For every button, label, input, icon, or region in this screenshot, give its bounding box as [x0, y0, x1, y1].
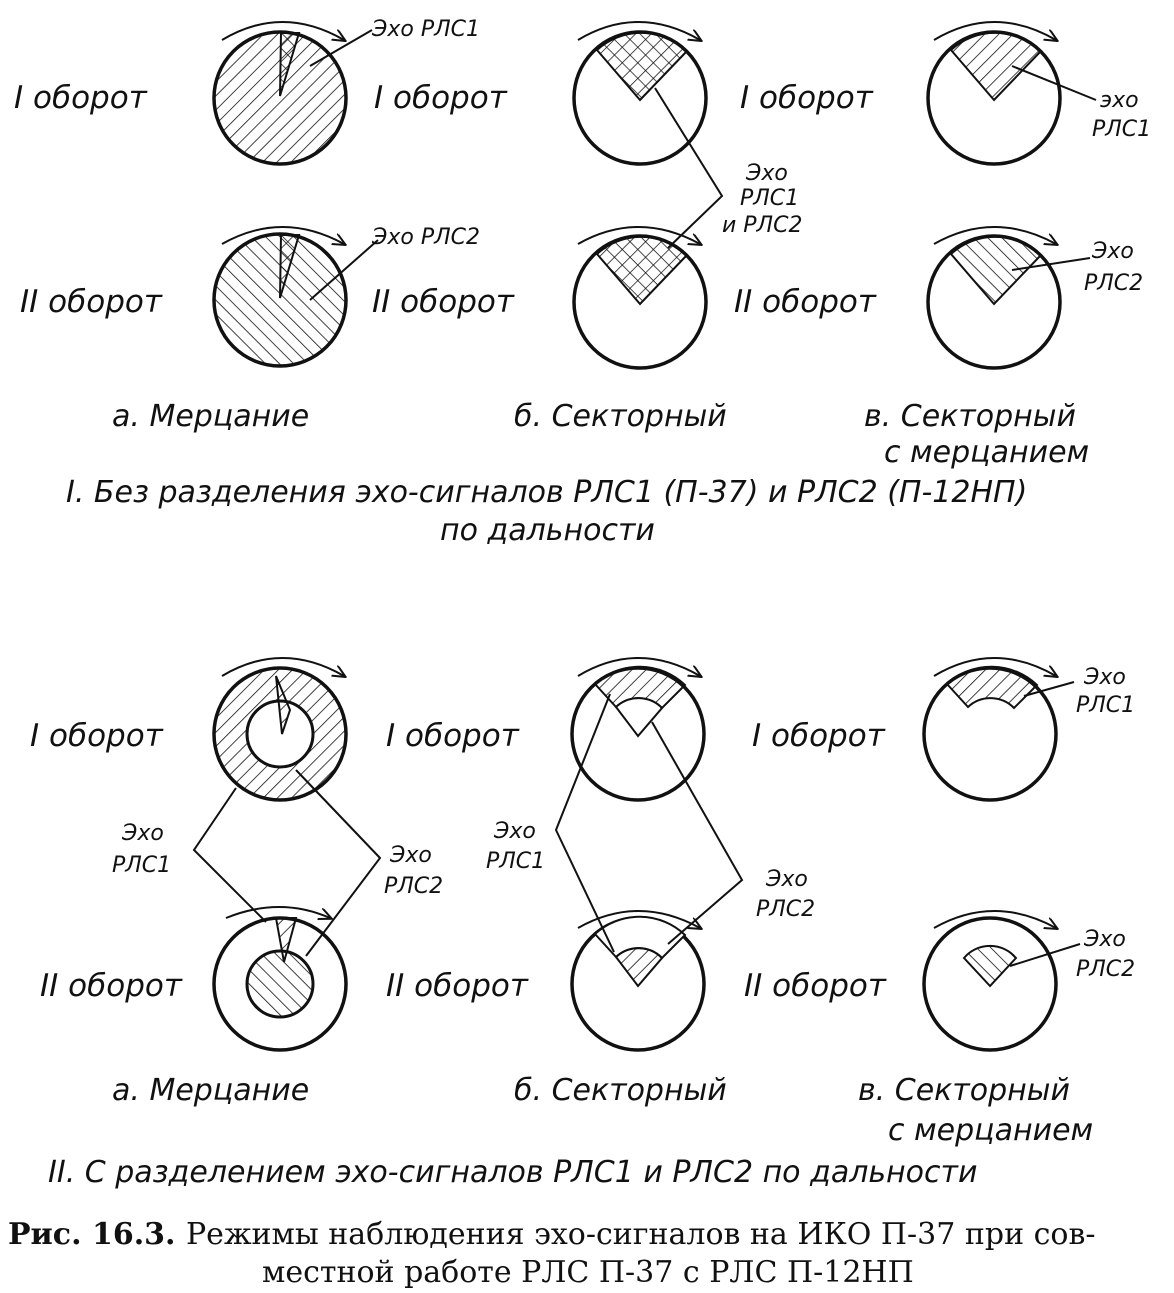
caption-c: в. Секторный	[864, 399, 1076, 434]
echo-label: и РЛС2	[722, 213, 803, 238]
echo-label: Эхо	[746, 161, 788, 186]
caption-c: в. Секторный	[858, 1073, 1070, 1108]
leader-line	[194, 788, 266, 922]
caption-c: с мерцанием	[884, 435, 1090, 470]
caption-a: а. Мерцание	[112, 1073, 310, 1108]
rev2-label: II оборот	[744, 968, 886, 1004]
caption-a: а. Мерцание	[112, 399, 310, 434]
echo1-label: РЛС1	[1092, 117, 1152, 142]
figure-number: Рис. 16.3.	[8, 1217, 176, 1252]
rev1-label: I оборот	[14, 80, 147, 116]
part2-diagram-a	[30, 658, 443, 1050]
echo2-label: РЛС2	[1076, 957, 1136, 982]
figure-caption: местной работе РЛС П-37 с РЛС П-12НП	[262, 1255, 914, 1290]
echo2-label: Эхо	[390, 843, 432, 868]
echo2-label: РЛС2	[384, 874, 444, 899]
section-title: I. Без разделения эхо-сигналов РЛС1 (П-37) и РЛС2 (П-12НП)	[66, 475, 1028, 510]
rev1-label: I оборот	[752, 718, 885, 754]
inner-range-circle	[247, 951, 313, 1017]
figure-caption: Режимы наблюдения эхо-сигналов на ИКО П-37 при сов-	[186, 1217, 1096, 1252]
echo2-label: Эхо РЛС2	[372, 225, 481, 250]
rev2-label: II оборот	[40, 968, 182, 1004]
echo2-label: Эхо	[1084, 927, 1126, 952]
caption-b: б. Секторный	[514, 399, 727, 434]
rev1-label: I оборот	[740, 80, 873, 116]
echo1-label: РЛС1	[1076, 693, 1136, 718]
echo1-label: РЛС1	[486, 849, 546, 874]
echo2-label: РЛС2	[756, 897, 816, 922]
section-title: по дальности	[440, 513, 655, 548]
rev2-label: II оборот	[734, 284, 876, 320]
part2-diagram-c	[744, 658, 1135, 1050]
rev2-label: II оборот	[20, 284, 162, 320]
echo1-label: эхо	[1100, 88, 1139, 113]
rev1-label: I оборот	[374, 80, 507, 116]
echo1-label: Эхо	[122, 821, 164, 846]
rev1-label: I оборот	[30, 718, 163, 754]
caption-b: б. Секторный	[514, 1073, 727, 1108]
rev2-label: II оборот	[386, 968, 528, 1004]
echo1-label: Эхо	[1084, 665, 1126, 690]
section-title: II. С разделением эхо-сигналов РЛС1 и РЛС2 по дальности	[48, 1155, 978, 1190]
echo1-label: Эхо РЛС1	[372, 17, 481, 42]
rev2-label: II оборот	[372, 284, 514, 320]
rev1-label: I оборот	[386, 718, 519, 754]
echo2-label: РЛС2	[1084, 271, 1144, 296]
echo2-label: Эхо	[766, 867, 808, 892]
echo1-label: РЛС1	[112, 853, 172, 878]
caption-c: с мерцанием	[888, 1113, 1094, 1148]
echo2-label: Эхо	[1092, 239, 1134, 264]
echo-label: РЛС1	[740, 186, 800, 211]
echo1-label: Эхо	[494, 819, 536, 844]
